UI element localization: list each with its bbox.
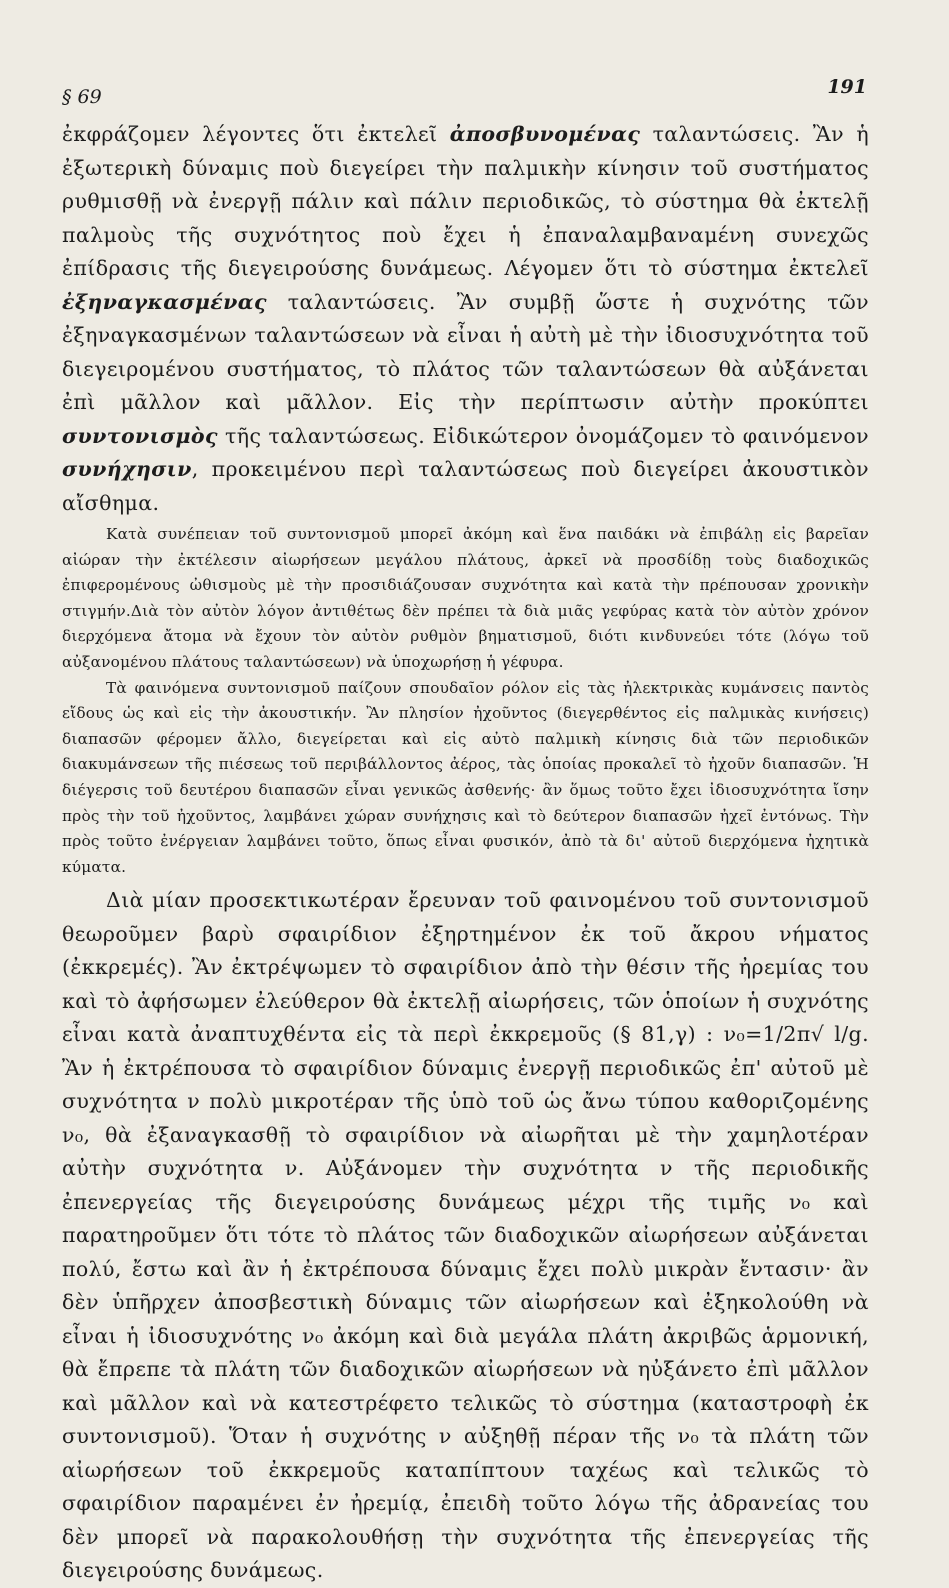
page-number: 191 (827, 76, 867, 98)
text-run: ταλαντώσεις. Ἂν ἡ ἐξωτερικὴ δύναμις ποὺ διεγείρει τὴν παλμικὴν κίνησιν τοῦ συστήματος ρυθμισθῇ νὰ ἐνεργῇ πάλιν καὶ πάλιν περιοδικῶς, τὸ σύστημα θὰ ἐκτελῇ παλμοὺς τῆς συχνότητος ποὺ ἔχει ἡ ἐπαναλαμβαναμένη συνεχῶς ἐπίδρασις τῆς διεγειρούσης δυνάμεως. Λέγομεν ὅτι τὸ σύστημα ἐκτελεῖ (62, 122, 869, 280)
term-sympathetic-sound: συνήχησιν (62, 457, 192, 481)
page-body (62, 118, 869, 1588)
text-run: , προκειμένου περὶ ταλαντώσεως ποὺ διεγείρει ἀκουστικὸν αἴσθημα. (62, 457, 869, 515)
text-run: τῆς ταλαντώσεως. Εἰδικώτερον ὀνομάζομεν τὸ φαινόμενον (217, 423, 869, 448)
text-run: ταλαντώσεις. Ἂν συμβῇ ὥστε ἡ συχνότης τῶν ἐξηναγκασμένων ταλαντώσεων νὰ εἶναι ἡ αὐτὴ μὲ τὴν ἰδιοσυχνότητα τοῦ διεγειρομένου συστήματος, τὸ πλάτος τῶν ταλαντώσεων θὰ αὐξάνεται ἐπὶ μᾶλλον καὶ μᾶλλον. Εἰς τὴν περίπτωσιν αὐτὴν προκύπτει (62, 289, 869, 414)
paragraph-swing-bridge-example: Κατὰ συνέπειαν τοῦ συντονισμοῦ μπορεῖ ἀκόμη καὶ ἕνα παιδάκι νὰ ἐπιβάλῃ εἰς βαρεῖαν αἰώραν τὴν ἐκτέλεσιν αἰωρήσεων μεγάλου πλάτους, ἀρκεῖ νὰ προσδίδῃ τοὺς διαδοχικῶς ἐπιφερομένους ὠθισμοὺς μὲ τὴν προσιδιάζουσαν συχνότητα καὶ κατὰ τὴν πρέπουσαν χρονικὴν στιγμήν.Διὰ τὸν αὐτὸν λόγον ἀντιθέτως δὲν πρέπει τὰ διὰ μιᾶς γεφύρας κατὰ τὸν αὐτὸν χρόνον διερχόμενα ἄτομα νὰ ἔχουν τὸν αὐτὸν ρυθμὸν βηματισμοῦ, διότι κινδυνεύει τότε (λόγω τοῦ αὐξανομένου πλάτους ταλαντώσεων) νὰ ὑποχωρήσῃ ἡ γέφυρα. (62, 525, 869, 671)
term-forced: ἐξηναγκασμένας (62, 289, 267, 314)
term-resonance: συντονισμὸς (62, 423, 218, 448)
section-number: § 69 (62, 86, 102, 108)
paragraph-pendulum-analysis: Διὰ μίαν προσεκτικωτέραν ἔρευναν τοῦ φαινομένου τοῦ συντονισμοῦ θεωροῦμεν βαρὺ σφαιρίδιον ἐξηρτημένον ἐκ τοῦ ἄκρου νήματος (ἐκκρεμές). Ἂν ἐκτρέψωμεν τὸ σφαιρίδιον ἀπὸ τὴν θέσιν τῆς ἠρεμίας του καὶ τὸ ἀφήσωμεν ἐλεύθερον θὰ ἐκτελῇ αἰωρήσεις, τῶν ὁποίων ἡ συχνότης εἶναι κατὰ ἀναπτυχθέντα εἰς τὰ περὶ ἐκκρεμοῦς (§ 81,γ) : ν₀=1/2π√ l/g. Ἂν ἡ ἐκτρέπουσα τὸ σφαιρίδιον δύναμις ἐνεργῇ περιοδικῶς ἐπ' αὐτοῦ μὲ συχνότητα ν πολὺ μικροτέραν τῆς ὑπὸ τοῦ ὡς ἄνω τύπου καθοριζομένης ν₀, θὰ ἐξαναγκασθῇ τὸ σφαιρίδιον νὰ αἰωρῆται μὲ τὴν χαμηλοτέραν αὐτὴν συχνότητα ν. Αὐξάνομεν τὴν συχνότητα ν τῆς περιοδικῆς ἐπενεργείας τῆς διεγειρούσης δυνάμεως μέχρι τῆς τιμῆς ν₀ καὶ παρατηροῦμεν ὅτι τότε τὸ πλάτος τῶν διαδοχικῶν αἰωρήσεων αὐξάνεται πολύ, ἔστω καὶ ἂν ἡ ἐκτρέπουσα δύναμις ἔχει πολὺ μικρὰν ἔντασιν· ἂν δὲν ὑπῆρχεν ἀποσβεστικὴ δύναμις τῶν αἰωρήσεων καὶ ἐξηκολούθη νὰ εἶναι ἡ ἰδιοσυχνότης ν₀ ἀκόμη καὶ διὰ μεγάλα πλάτη ἀκριβῶς ἁρμονική, θὰ ἔπρεπε τὰ πλάτη τῶν διαδοχικῶν αἰωρήσεων νὰ ηὐξάνετο ἐπὶ μᾶλλον καὶ μᾶλλον καὶ νὰ κατεστρέφετο τελικῶς τὸ σύστημα (καταστροφὴ ἐκ συντονισμοῦ). Ὅταν ἡ συχνότης ν αὐξηθῇ πέραν τῆς ν₀ τὰ πλάτη τῶν αἰωρήσεων τοῦ ἐκκρεμοῦς καταπίπτουν ταχέως καὶ τελικῶς τὸ σφαιρίδιον παραμένει ἐν ἠρεμίᾳ, ἐπειδὴ τοῦτο λόγω τῆς ἀδρανείας του δὲν μπορεῖ νὰ παρακολουθήσῃ τὴν συχνότητα τῆς ἐπενεργείας τῆς διεγειρούσης δυνάμεως. (62, 888, 869, 1583)
text-run: ἐκφράζομεν λέγοντες ὅτι ἐκτελεῖ (62, 122, 450, 146)
paragraph-tuning-forks: Τὰ φαινόμενα συντονισμοῦ παίζουν σπουδαῖον ρόλον εἰς τὰς ἠλεκτρικὰς κυμάνσεις παντὸς εἴδους ὡς καὶ εἰς τὴν ἀκουστικήν. Ἂν πλησίον ἠχοῦντος (διεγερθέντος εἰς παλμικὰς κινήσεις) διαπασῶν φέρομεν ἄλλο, διεγείρεται καὶ εἰς αὐτὸ παλμικὴ κίνησις διὰ τῶν περιοδικῶν διακυμάνσεων τῆς πιέσεως τοῦ περιβάλλοντος ἀέρος, τὰς ὁποίας προκαλεῖ τὸ ἠχοῦν διαπασῶν. Ἡ διέγερσις τοῦ δευτέρου διαπασῶν εἶναι γενικῶς ἀσθενής· ἂν ὅμως τοῦτο ἔχει ἰδιοσυχνότητα ἴσην πρὸς τὴν τοῦ ἠχοῦντος, λαμβάνει χώραν συνήχησις καὶ τὸ δεύτερον διαπασῶν ἠχεῖ ἐντόνως. Τὴν πρὸς τοῦτο ἐνέργειαν λαμβάνει τοῦτο, ὅπως εἶναι φυσικόν, ἀπὸ τὰ δι' αὐτοῦ διερχόμενα ἠχητικὰ κύματα. (62, 678, 869, 876)
page-header (62, 76, 867, 106)
term-damped: ἀποσβυνομένας (449, 122, 641, 146)
paragraph-forced-oscillations (62, 118, 869, 520)
